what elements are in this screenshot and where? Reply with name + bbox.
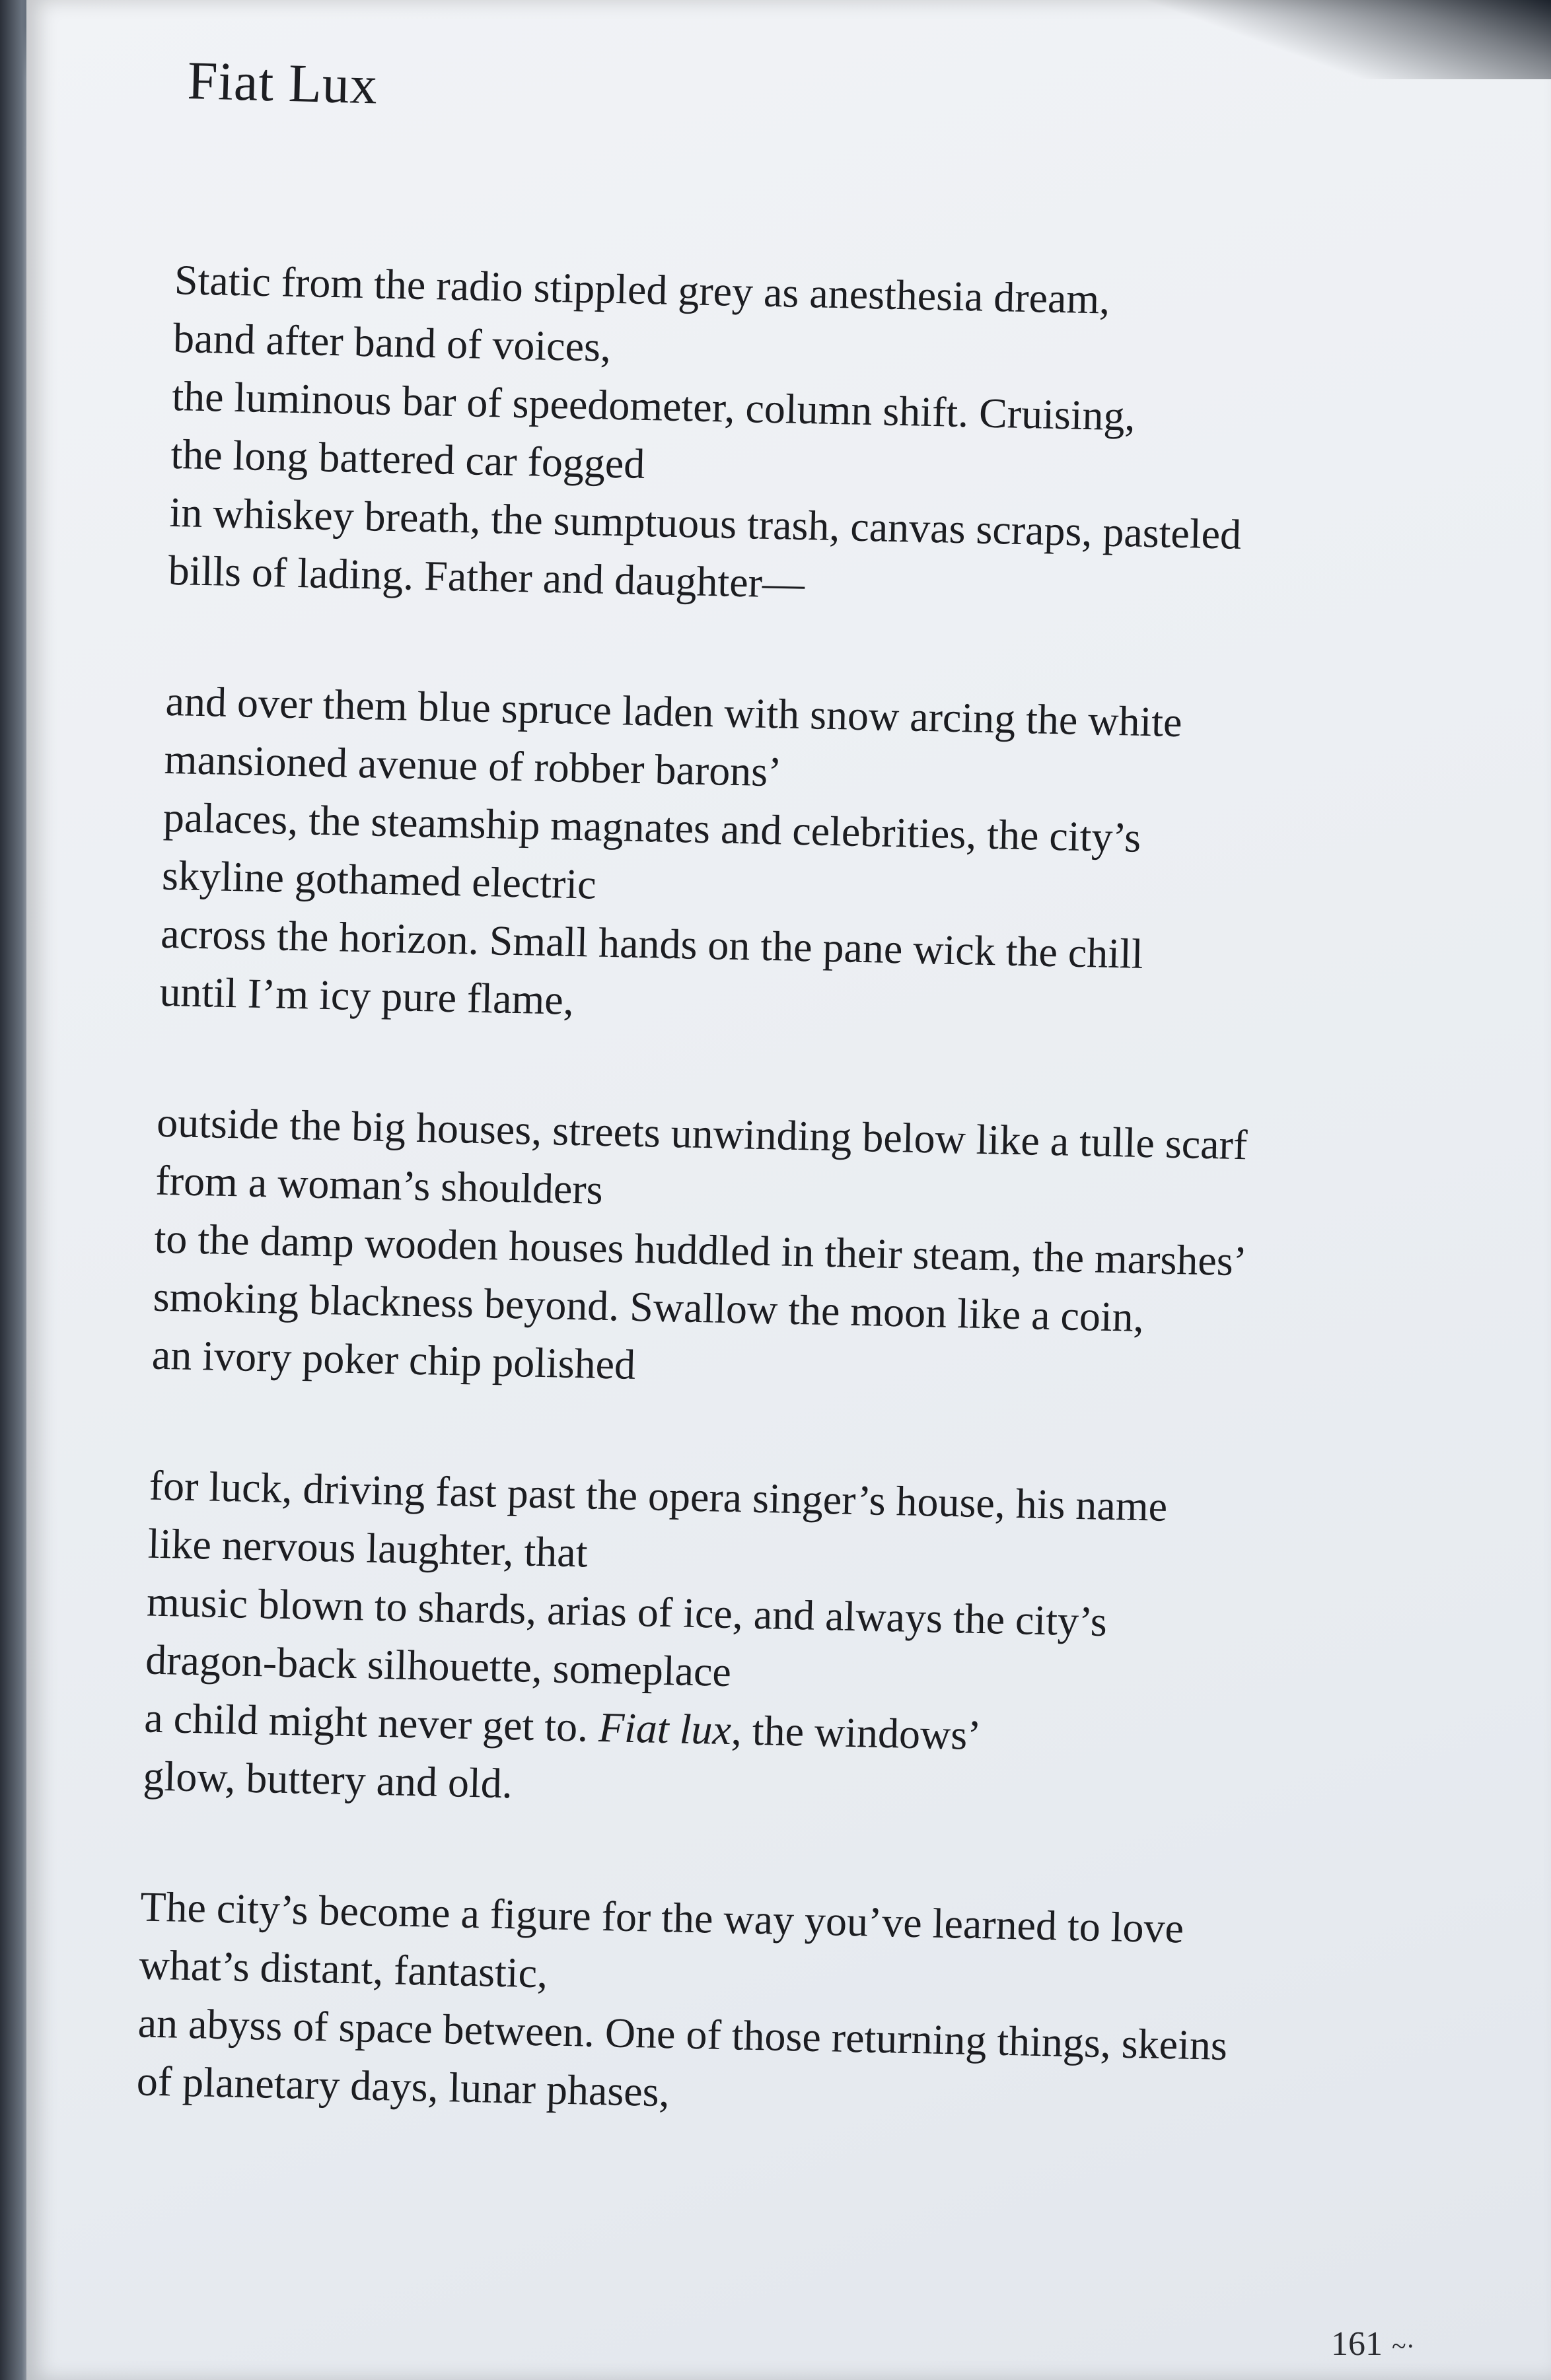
- poem-line: glow, buttery and old.: [142, 1752, 513, 1807]
- poem-title: Fiat Lux: [186, 50, 379, 116]
- poem-line: across the horizon. Small hands on the pane wick the chill: [160, 909, 1144, 977]
- poem-line: the luminous bar of speedometer, column shift. Cruising,: [171, 372, 1136, 440]
- poem-line: band after band of voices,: [172, 314, 612, 370]
- poem-line: music blown to shards, arias of ice, and always the city’s: [146, 1578, 1108, 1645]
- stanza-5: [136, 1877, 1396, 2136]
- poem-line: like nervous laughter, that: [147, 1520, 589, 1576]
- poem-line: for luck, driving fast past the opera singer’s house, his name: [149, 1461, 1168, 1530]
- poem-line: an abyss of space between. One of those returning things, skeins: [137, 1999, 1228, 2069]
- stanza-2: [159, 672, 1422, 1047]
- stanza-1: [168, 251, 1430, 626]
- poem-line: dragon-back silhouette, someplace: [145, 1636, 732, 1696]
- page-ornament: ~·: [1392, 2331, 1415, 2361]
- poem-line: outside the big houses, streets unwinding below like a tulle scarf: [156, 1098, 1248, 1169]
- poem-line: smoking blackness beyond. Swallow the moon like a coin,: [153, 1273, 1145, 1341]
- stanza-3: [151, 1094, 1412, 1411]
- poem-line: in whiskey breath, the sumptuous trash, canvas scraps, pasteled: [168, 488, 1242, 558]
- poem-line: until I’m icy pure flame,: [159, 967, 575, 1024]
- poem-body: [135, 251, 1430, 2209]
- page-corner-shadow: [1089, 0, 1551, 79]
- poem-line: the long battered car fogged: [170, 430, 646, 487]
- poem-line: to the damp wooden houses huddled in their steam, the marshes’: [153, 1214, 1248, 1285]
- poem-line: mansioned avenue of robber barons’: [164, 735, 783, 796]
- poem-line: The city’s become a figure for the way you’ve learned to love: [139, 1883, 1184, 1952]
- poem-line: palaces, the steamship magnates and celebrities, the city’s: [162, 793, 1141, 861]
- poem-line: an ivory poker chip polished: [151, 1331, 636, 1388]
- poem-line-segment: , the windows’: [731, 1706, 982, 1759]
- poem-line: what’s distant, fantastic,: [138, 1941, 548, 1997]
- poem-line: bills of lading. Father and daughter—: [168, 546, 805, 608]
- poem-line: of planetary days, lunar phases,: [136, 2057, 670, 2116]
- page-number-text: 161: [1331, 2325, 1383, 2363]
- italic-phrase: Fiat lux: [598, 1703, 732, 1754]
- poem-line: and over them blue spruce laden with snow arcing the white: [164, 677, 1183, 746]
- page-number: [1331, 2325, 1415, 2363]
- poem-line: from a woman’s shoulders: [155, 1156, 604, 1213]
- poem-line: skyline gothamed electric: [161, 851, 597, 908]
- poem-line-segment: a child might never get to.: [143, 1694, 599, 1751]
- stanza-4: [143, 1457, 1405, 1832]
- poem-line: Static from the radio stippled grey as anesthesia dream,: [174, 256, 1110, 323]
- book-page: [26, 0, 1551, 2380]
